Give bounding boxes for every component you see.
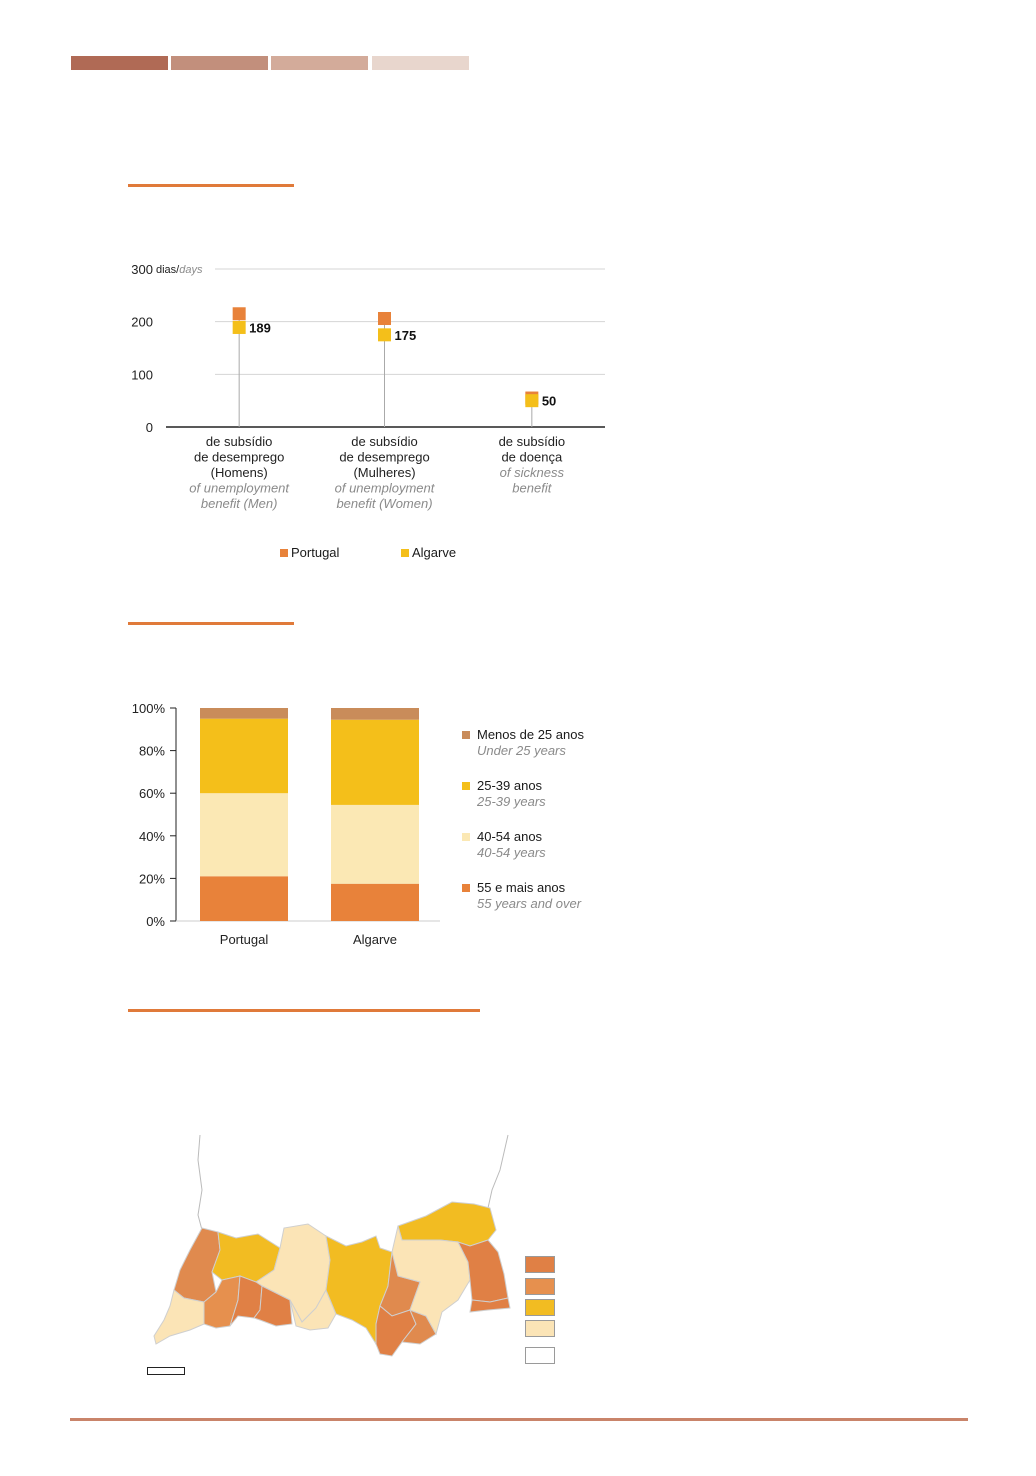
bar-segment [331, 720, 419, 805]
y-tick-label: 40% [138, 828, 165, 844]
y-tick-label: 100% [131, 701, 165, 716]
y-tick-label: 0% [146, 914, 165, 929]
legend-portugal-label: Portugal [291, 545, 340, 560]
bar-segment [200, 793, 288, 876]
category-label-en: benefit (Women) [336, 496, 433, 511]
region-aljezur [174, 1228, 220, 1302]
age-legend-label: 25-39 anos [477, 778, 543, 793]
y-axis-label-en: days [179, 264, 203, 276]
bar-segment [200, 876, 288, 921]
age-legend-label: Menos de 25 anos [477, 727, 584, 742]
data-label: 175 [394, 327, 417, 343]
footer-rule [70, 1418, 968, 1421]
age-legend-swatch [462, 782, 470, 790]
bar-segment [331, 805, 419, 884]
y-axis-label-pt: dias/ [156, 264, 180, 276]
region-alcoutim [398, 1202, 496, 1246]
bar-segment [331, 708, 419, 720]
category-label-en: of sickness [499, 465, 564, 480]
category-label: Portugal [219, 932, 269, 947]
data-label: 50 [541, 393, 557, 409]
category-label: de subsídio [498, 434, 566, 449]
benefit-duration-chart [0, 0, 1036, 600]
category-label-en: benefit [512, 480, 552, 496]
category-label-en: of unemployment [189, 480, 290, 496]
category-label-en: of unemployment [334, 480, 435, 496]
age-legend-swatch [462, 731, 470, 739]
data-label: 189 [249, 320, 271, 336]
category-label: de subsídio [205, 434, 273, 449]
bar-segment [331, 884, 419, 921]
age-structure-chart [0, 680, 460, 970]
legend-algarve-swatch [401, 549, 409, 557]
age-legend-label: 40-54 anos [477, 829, 543, 844]
map-key-1 [525, 1256, 555, 1273]
legend-portugal-swatch [280, 549, 288, 557]
y-tick-label: 20% [138, 871, 165, 887]
y-tick-label: 300 [131, 262, 153, 277]
category-label-en: benefit (Men) [200, 496, 278, 511]
marker-algarve [378, 328, 391, 341]
category-label: de subsídio [351, 434, 418, 449]
bar-segment [200, 708, 288, 719]
algarve-municipality-map [140, 1130, 520, 1380]
age-legend-label-en: 55 years and over [477, 896, 582, 911]
marker-algarve [233, 321, 246, 334]
category-label: (Mulheres) [353, 465, 416, 480]
bar-segment [200, 719, 288, 794]
map-scale-bar [147, 1367, 185, 1375]
marker-algarve [525, 394, 538, 407]
category-label: (Homens) [210, 465, 268, 480]
category-label: de desemprego [193, 449, 285, 465]
y-tick-label: 60% [138, 786, 165, 802]
category-label: de desemprego [339, 449, 430, 465]
map-key-3 [525, 1299, 555, 1316]
legend-algarve-label: Algarve [412, 545, 457, 560]
age-legend-label-en: 25-39 years [477, 794, 546, 809]
category-label: Algarve [352, 932, 398, 947]
age-legend-label-en: Under 25 years [477, 743, 566, 758]
y-tick-label: 200 [131, 314, 153, 330]
map-key-2 [525, 1278, 555, 1295]
marker-portugal [233, 307, 246, 320]
map-key-5 [525, 1347, 555, 1364]
section-rule-3 [128, 1009, 480, 1012]
y-tick-label: 80% [138, 743, 165, 759]
y-tick-label: 100 [131, 367, 153, 383]
age-legend-swatch [462, 884, 470, 892]
map-key-4 [525, 1320, 555, 1337]
age-legend-swatch [462, 833, 470, 841]
y-tick-label: 0 [145, 420, 153, 435]
marker-portugal [378, 312, 391, 325]
age-legend-label: 55 e mais anos [477, 880, 566, 895]
section-rule-2 [128, 622, 294, 625]
y-axis-label [156, 264, 203, 276]
category-label: de doença [501, 449, 563, 465]
age-legend-label-en: 40-54 years [477, 845, 546, 860]
